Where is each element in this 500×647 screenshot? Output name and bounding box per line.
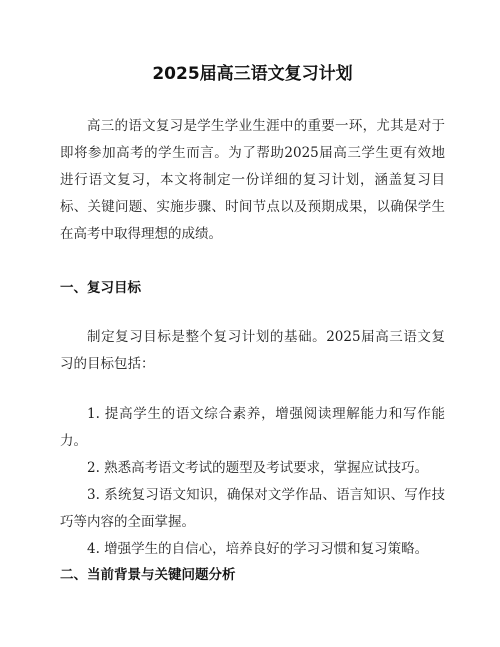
section-heading-goals: 一、复习目标 [60,280,141,296]
list-item: 3. 系统复习语文知识，确保对文学作品、语言知识、写作技巧等内容的全面掌握。 [60,487,445,530]
section-heading-background: 二、当前背景与关键问题分析 [60,567,236,583]
list-item: 4. 增强学生的自信心，培养良好的学习习惯和复习策略。 [87,541,429,557]
intro-paragraph: 高三的语文复习是学生学业生涯中的重要一环，尤其是对于即将参加高考的学生而言。为了帮助2025届高三学生更有效地进行语文复习，本文将制定一份详细的复习计划，涵盖复习目标、关键问题、实施步骤、时间节点以及预期成果，以确保学生在高考中取得理想的成绩。 [60,118,445,242]
document-title: 2025届高三语文复习计划 [152,64,353,84]
list-item: 2. 熟悉高考语文考试的题型及考试要求，掌握应试技巧。 [87,460,429,476]
goals-list [60,401,445,563]
list-item: 1. 提高学生的语文综合素养，增强阅读理解能力和写作能力。 [60,406,445,449]
goals-intro-paragraph: 制定复习目标是整个复习计划的基础。2025届高三语文复习的目标包括： [60,329,445,372]
